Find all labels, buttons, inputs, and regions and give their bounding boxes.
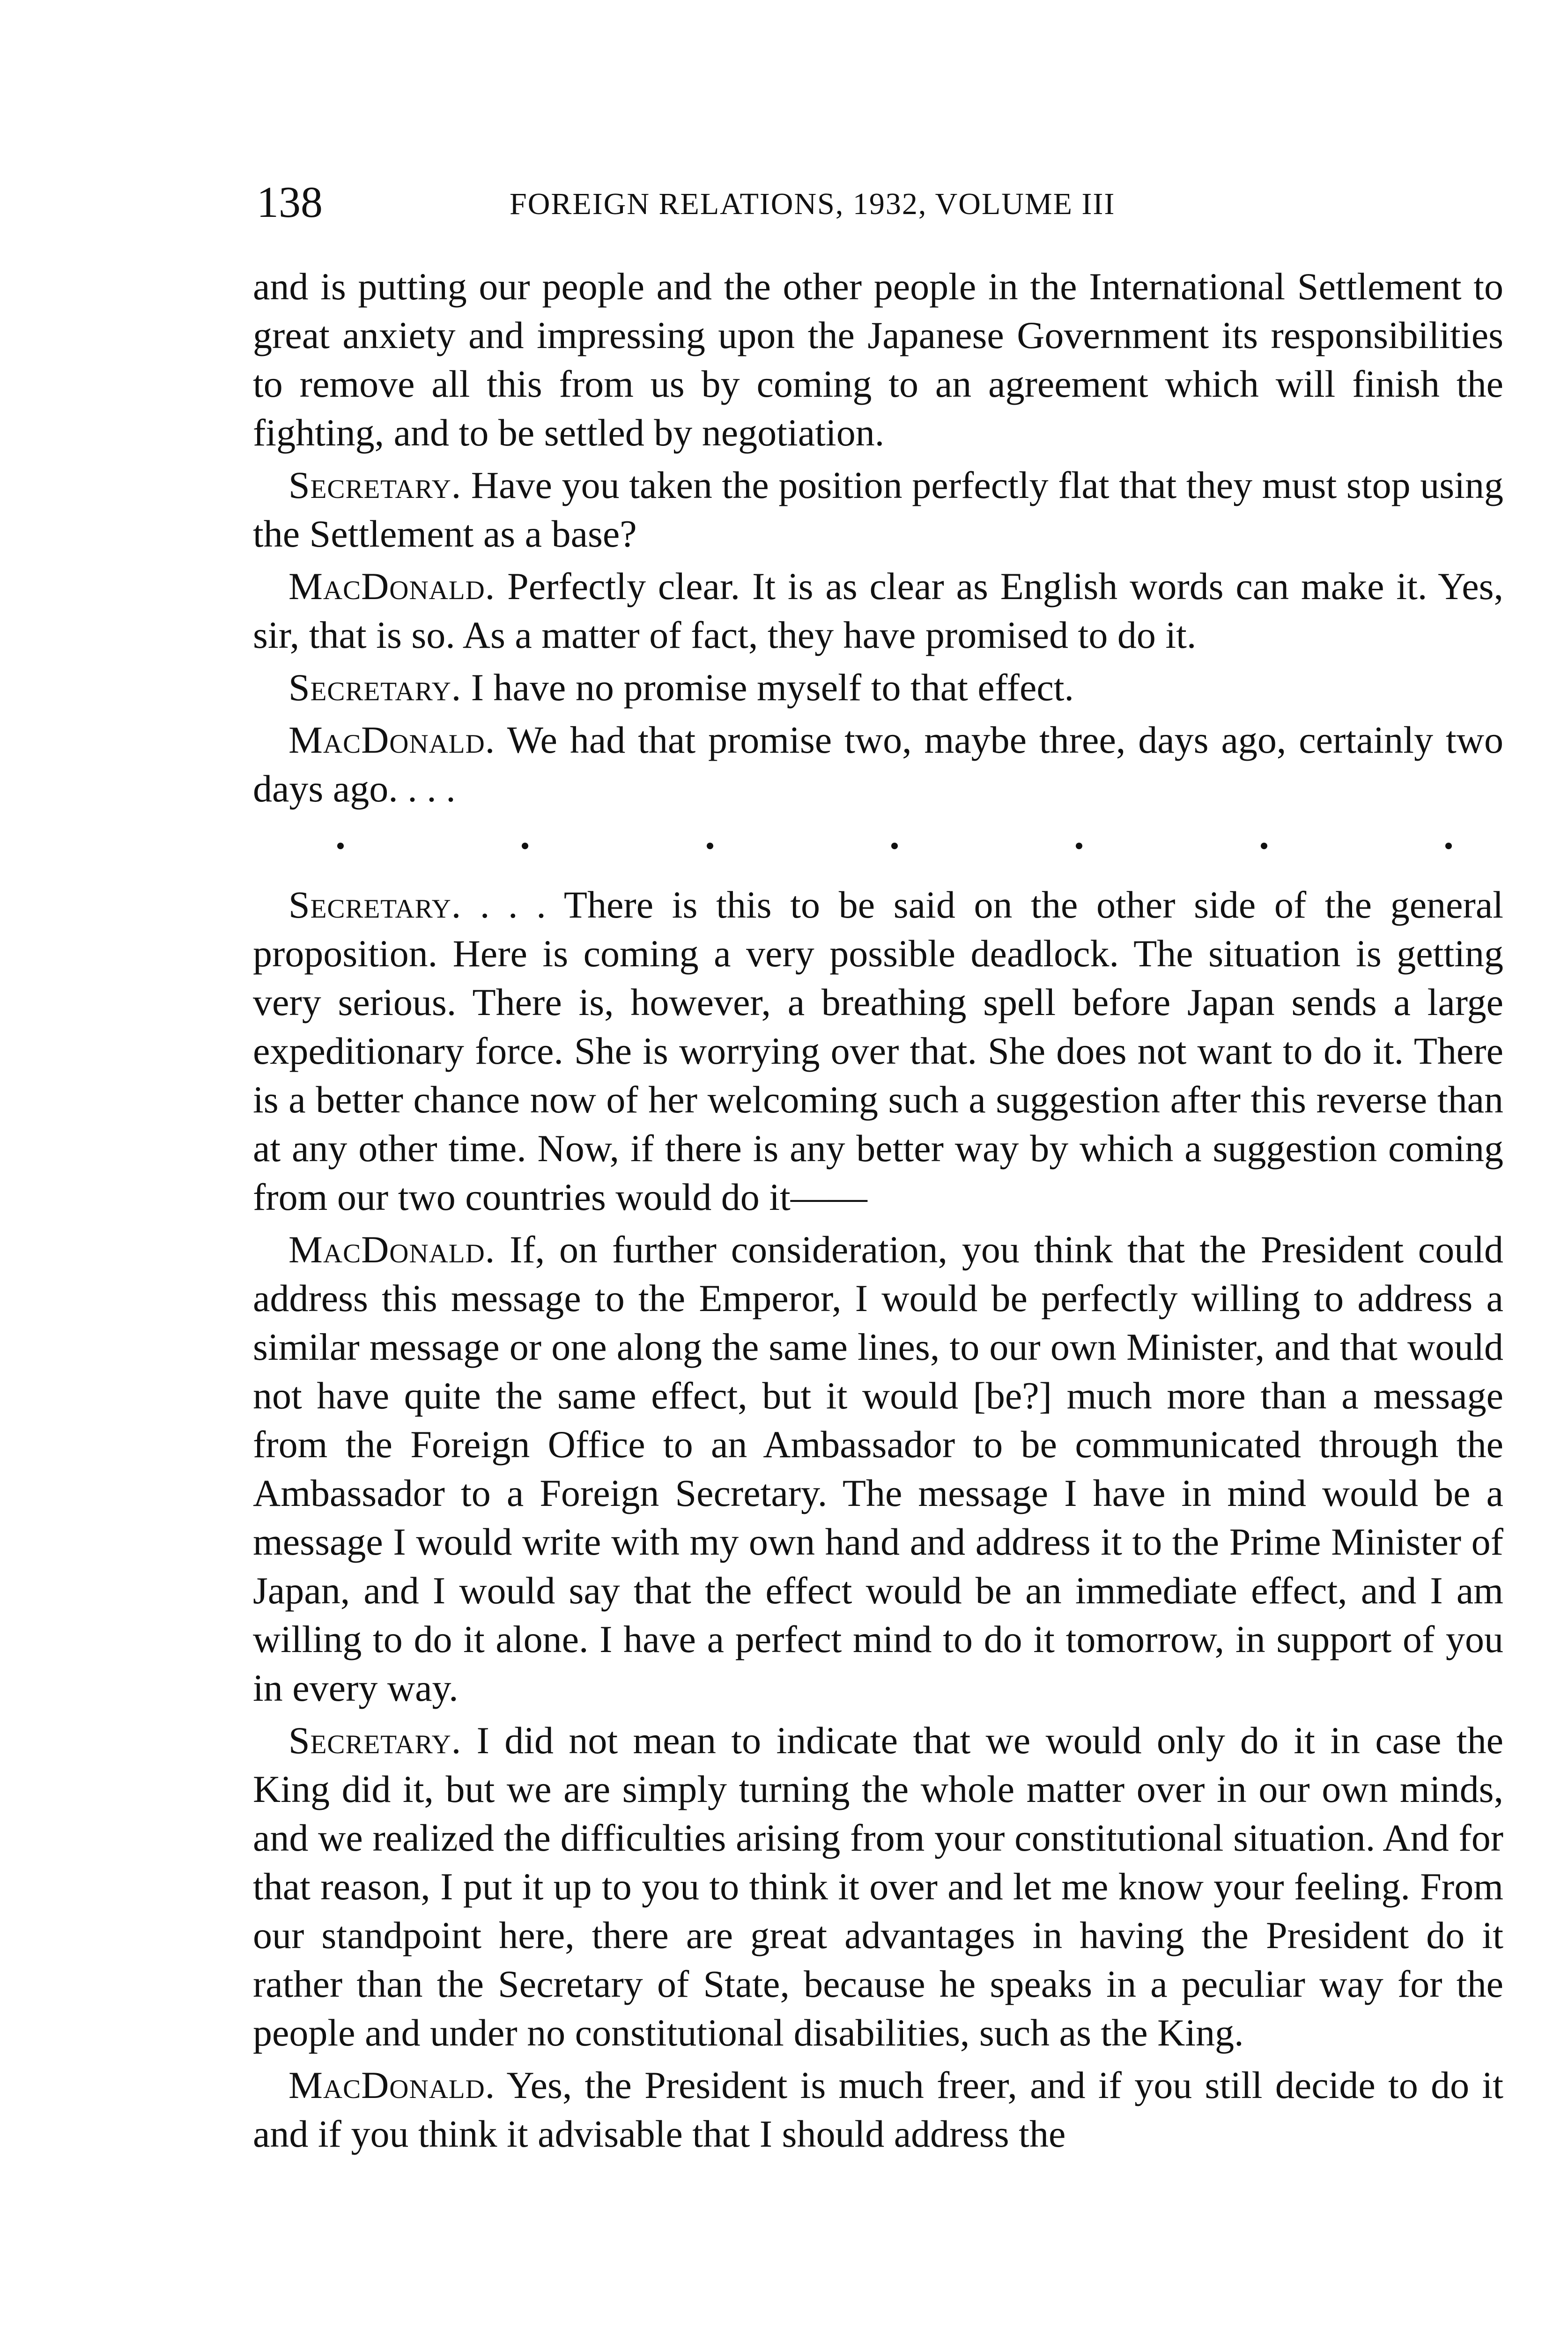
dialogue-paragraph [253, 562, 1503, 660]
paragraph-text: Yes, the President is much freer, and if you still decide to do it and if you think it advisable that I should address the [253, 2064, 1503, 2155]
omission-dot [1261, 843, 1267, 849]
dialogue-paragraph [253, 2061, 1503, 2158]
omission-dot [707, 843, 713, 849]
dialogue-paragraph [253, 716, 1503, 813]
dialogue-paragraph [253, 1716, 1503, 2057]
omission-dot [1076, 843, 1082, 849]
page-number: 138 [257, 178, 323, 227]
dialogue-paragraph [253, 881, 1503, 1222]
dialogue-paragraph [253, 663, 1503, 712]
speaker-label: Secretary. [288, 464, 462, 506]
speaker-label: MacDonald. [288, 2064, 496, 2106]
body-text [253, 262, 1503, 2158]
speaker-label: Secretary. [288, 1719, 462, 1762]
omission-dot [891, 843, 898, 849]
omission-dot [522, 843, 528, 849]
speaker-label: MacDonald. [288, 1228, 496, 1271]
dialogue-paragraph [253, 1225, 1503, 1712]
paragraph-text: If, on further consideration, you think that the President could address this message to the Emperor, I would be perfectly willing to address a similar message or one along the same lines, to our own Minister, and that would not have quite the same effect, but it would [be?] much more than a message from the Foreign Office to an Ambassador to be communicated through the Ambassador to a Foreign Secretary. The message I have in mind would be a message I would write with my own hand and address it to the Prime Minister of Japan, and I would say that the effect would be an immediate effect, and I am willing to do it alone. I have a perfect mind to do it tomorrow, in support of you in every way. [253, 1228, 1503, 1709]
paragraph-text: I did not mean to indicate that we would only do it in case the King did it, but we are simply turning the whole matter over in our own minds, and we realized the difficulties arising from your constitutional situation. And for that reason, I put it up to you to think it over and let me know your feeling. From our standpoint here, there are great advantages in having the President do it rather than the Secretary of State, because he speaks in a peculiar way for the people and under no constitutional disabilities, such as the King. [253, 1719, 1503, 2054]
dialogue-paragraph [253, 461, 1503, 558]
running-header [257, 174, 1502, 230]
speaker-label: Secretary. [288, 883, 462, 926]
running-title: FOREIGN RELATIONS, 1932, VOLUME III [510, 187, 1116, 221]
speaker-label: MacDonald. [288, 719, 496, 761]
paragraph-text: and is putting our people and the other people in the International Settlement to great anxiety and impressing upon the Japanese Government its responsibilities to remove all this from us by coming to an agreement which will finish the fighting, and to be settled by negotiation. [253, 265, 1503, 454]
omission-dots [253, 818, 1503, 874]
paragraph-text: Have you taken the position perfectly flat that they must stop using the Settlement as a base? [253, 464, 1503, 555]
omission-dot [1445, 843, 1452, 849]
speaker-label: Secretary. [288, 666, 462, 709]
paragraph-text: . . . There is this to be said on the other side of the general proposition. Here is coming a very possible deadlock. The situation is getting very serious. There is, however, a breathing spell before Japan sends a large expeditionary force. She is worrying over that. She does not want to do it. There is a better chance now of her welcoming such a suggestion after this reverse than at any other time. Now, if there is any better way by which a suggestion coming from our two countries would do it—— [253, 883, 1503, 1218]
paragraph-text: I have no promise myself to that effect. [461, 666, 1074, 709]
paragraph-text: We had that promise two, maybe three, days ago, certainly two days ago. . . . [253, 719, 1503, 810]
speaker-label: MacDonald. [288, 565, 496, 608]
omission-dot [337, 843, 344, 849]
paragraph-text: Perfectly clear. It is as clear as English words can make it. Yes, sir, that is so. As a matter of fact, they have promised to do it. [253, 565, 1503, 656]
paragraph-continuation [253, 262, 1503, 457]
